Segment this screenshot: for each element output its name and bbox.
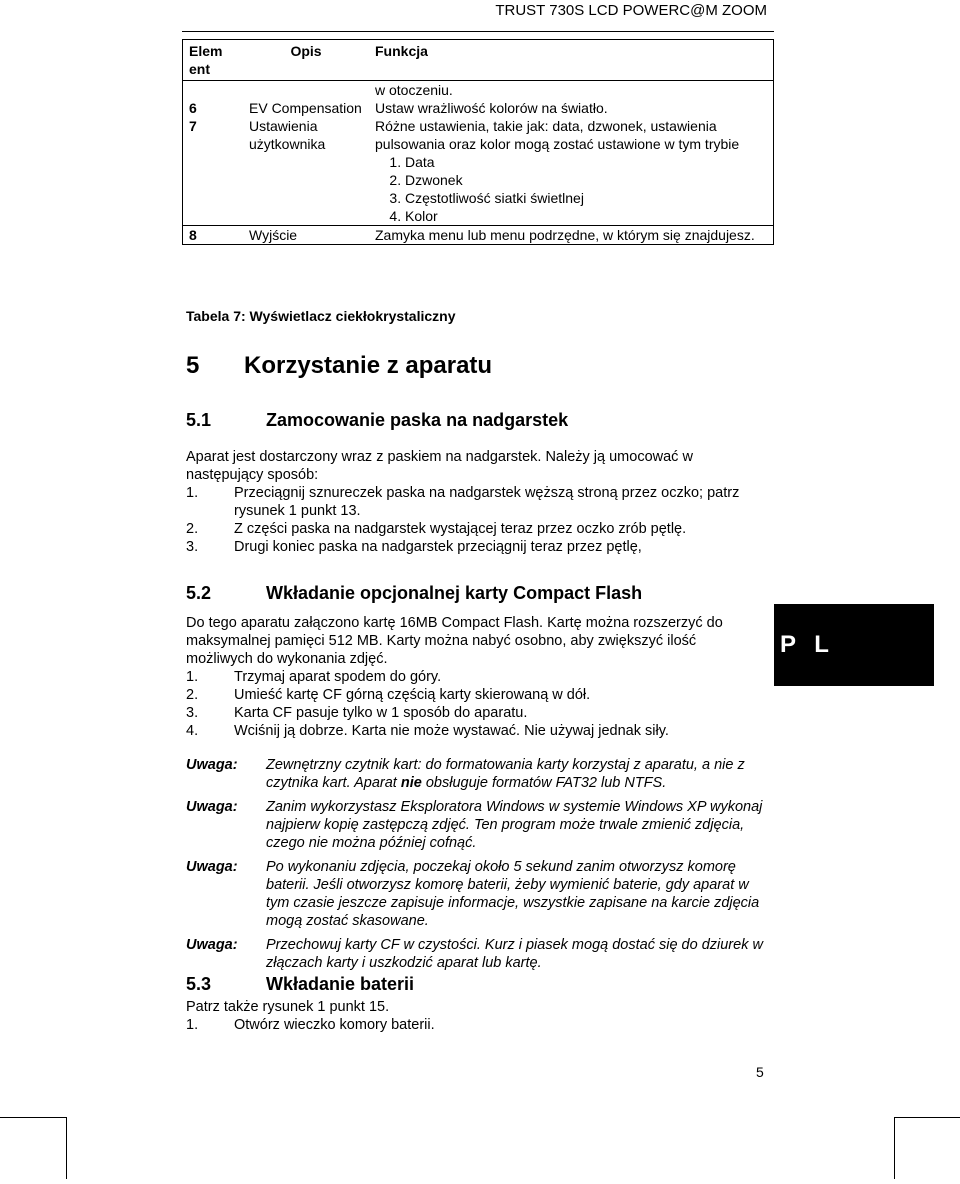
step-text: Przeciągnij sznureczek paska na nadgarstek węższą stroną przez oczko; patrz rysunek 1 punkt 13. — [234, 485, 740, 519]
step-number: 3. — [186, 539, 199, 555]
col-header-element: Elem ent — [189, 43, 223, 77]
section-number: 5.1 — [186, 410, 212, 430]
section-5-1-steps — [186, 484, 766, 556]
list-item — [186, 520, 766, 538]
section-number: 5.2 — [186, 583, 212, 603]
step-text: Umieść kartę CF górną częścią karty skierowaną w dół. — [234, 687, 591, 703]
cell-funkcja: Zamyka menu lub menu podrzędne, w którym się znajdujesz. — [375, 227, 755, 243]
section-5-3-heading — [186, 974, 414, 995]
step-text: Otwórz wieczko komory baterii. — [234, 1017, 435, 1033]
note-text-emphasis: nie — [400, 775, 422, 791]
col-header-opis: Opis — [290, 43, 322, 59]
list-item — [186, 668, 766, 686]
table-row — [183, 81, 774, 100]
section-title: Wkładanie baterii — [266, 974, 415, 994]
cell-funkcja: Ustaw wrażliwość kolorów na światło. — [375, 100, 608, 116]
function-table — [182, 39, 774, 245]
list-item: 1. Data — [405, 153, 767, 171]
step-text: Wciśnij ją dobrze. Karta nie może wystawać. Nie używaj jednak siły. — [234, 723, 669, 739]
step-text: Trzymaj aparat spodem do góry. — [234, 669, 442, 685]
cell-funkcja — [369, 117, 774, 226]
note-label: Uwaga: — [186, 937, 238, 953]
note — [186, 936, 766, 972]
running-header: TRUST 730S LCD POWERC@M ZOOM — [495, 2, 767, 19]
table-header-row — [183, 40, 774, 81]
section-5-2-intro: Do tego aparatu załączono kartę 16MB Compact Flash. Kartę można rozszerzyć do maksymalnej pamięci 512 MB. Karty można nabyć osobno, aby zwiększyć ilość możliwych do wykonania zdjęć. — [186, 615, 723, 667]
table-row — [183, 226, 774, 245]
section-5-1-intro: Aparat jest dostarczony wraz z paskiem na nadgarstek. Należy ją umocować w następujący sposób: — [186, 449, 693, 483]
crop-mark — [0, 1117, 66, 1118]
step-text: Karta CF pasuje tylko w 1 sposób do aparatu. — [234, 705, 528, 721]
page-number: 5 — [756, 1064, 764, 1080]
section-5-2-steps — [186, 668, 766, 740]
cell-element — [183, 81, 244, 100]
list-item — [186, 722, 766, 740]
step-number: 1. — [186, 669, 199, 685]
step-number: 1. — [186, 485, 199, 501]
table-caption: Tabela 7: Wyświetlacz ciekłokrystaliczny — [186, 308, 456, 324]
note-label: Uwaga: — [186, 799, 238, 815]
step-text: Z części paska na nadgarstek wystającej teraz przez oczko zrób pętlę. — [234, 521, 687, 537]
table-row — [183, 99, 774, 117]
table-row — [183, 117, 774, 226]
list-item — [186, 686, 766, 704]
step-number: 3. — [186, 705, 199, 721]
section-title: Zamocowanie paska na nadgarstek — [266, 410, 569, 430]
list-item — [186, 538, 766, 556]
crop-mark — [66, 1117, 67, 1179]
note — [186, 756, 766, 792]
step-number: 2. — [186, 521, 199, 537]
section-5-3-intro: Patrz także rysunek 1 punkt 15. — [186, 999, 390, 1015]
note — [186, 858, 766, 930]
step-number: 2. — [186, 687, 199, 703]
note-text: Po wykonaniu zdjęcia, poczekaj około 5 sekund zanim otworzysz komorę baterii. Jeśli otworzysz komorę baterii, żeby wymienić baterie, gdy aparat w tym czasie jeszcze zapisuje informacje, wszystkie zapisane na karcie zdjęcia mogą zostać skasowane. — [266, 859, 760, 929]
note-text — [266, 756, 766, 792]
header-rule — [182, 31, 774, 32]
list-item — [186, 1016, 766, 1034]
list-item: 4. Kolor — [405, 207, 767, 225]
note-text-part: obsługuje formatów FAT32 lub NTFS. — [421, 775, 667, 791]
cell-element: 7 — [189, 118, 197, 134]
section-5-1-heading — [186, 410, 568, 431]
section-number: 5.3 — [186, 974, 212, 994]
section-5-2-heading — [186, 583, 642, 604]
step-number: 4. — [186, 723, 199, 739]
section-5-heading — [186, 352, 492, 380]
section-title: Korzystanie z aparatu — [244, 352, 493, 379]
list-item: 3. Częstotliwość siatki świetlnej — [405, 189, 767, 207]
cell-opis: Ustawienia użytkownika — [249, 118, 326, 152]
note-label: Uwaga: — [186, 757, 238, 773]
section-title: Wkładanie opcjonalnej karty Compact Flash — [266, 583, 643, 603]
step-text: Drugi koniec paska na nadgarstek przeciągnij teraz przez pętlę, — [234, 539, 642, 555]
section-number: 5 — [186, 352, 200, 379]
section-5-3-steps — [186, 1016, 766, 1034]
step-number: 1. — [186, 1017, 199, 1033]
crop-mark — [894, 1117, 960, 1118]
note-text: Przechowuj karty CF w czystości. Kurz i piasek mogą dostać się do dziurek w złączach karty i uszkodzić aparat lub kartę. — [266, 937, 763, 971]
note-text-part: Zewnętrzny czytnik kart: do formatowania karty korzystaj z aparatu, a nie z czytnika kart. Aparat — [266, 757, 745, 791]
cell-element: 8 — [189, 227, 197, 243]
cell-opis — [243, 81, 369, 100]
crop-mark — [894, 1117, 895, 1179]
list-item: 2. Dzwonek — [405, 171, 767, 189]
cell-opis: Wyjście — [249, 227, 298, 243]
note-label: Uwaga: — [186, 859, 238, 875]
language-tab: P L — [774, 604, 934, 686]
cell-element: 6 — [189, 100, 197, 116]
note-text: Zanim wykorzystasz Eksploratora Windows w systemie Windows XP wykonaj najpierw kopię zastępczą zdjęć. Ten program może trwale zmienić zdjęcia, czego nie można później cofnąć. — [266, 799, 763, 851]
cell-funkcja-text: Różne ustawienia, takie jak: data, dzwonek, ustawienia pulsowania oraz kolor mogą zostać ustawione w tym trybie — [375, 118, 740, 152]
cell-opis: EV Compensation — [249, 100, 362, 116]
note — [186, 798, 766, 852]
settings-list — [375, 153, 767, 225]
cell-funkcja: w otoczeniu. — [375, 82, 453, 98]
notes-block — [186, 756, 766, 978]
list-item — [186, 704, 766, 722]
col-header-funkcja: Funkcja — [375, 43, 428, 59]
list-item — [186, 484, 766, 520]
